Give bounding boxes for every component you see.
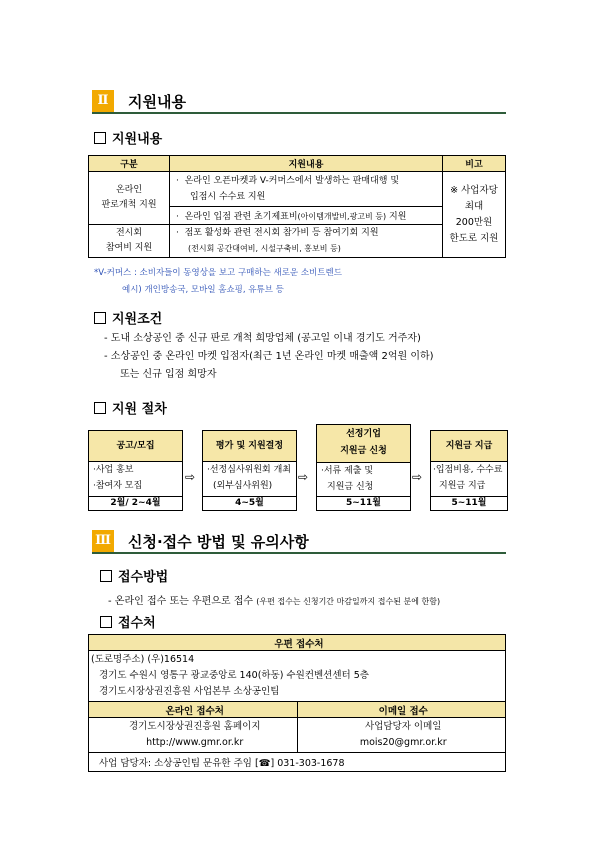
email-link[interactable]: mois20@gmr.or.kr: [359, 737, 447, 748]
condition-1: - 도내 소상공인 중 신규 판로 개척 희망업체 (공고일 이내 경기도 거주자): [104, 333, 421, 344]
table-header: 지원내용: [170, 156, 443, 172]
online-info: 경기도시장상권진흥원 홈페이지 http://www.gmr.or.kr: [89, 718, 298, 753]
checkbox-icon: [100, 570, 112, 582]
condition-3: 또는 신규 입점 희망자: [120, 369, 217, 380]
section-number: Ⅱ: [92, 90, 114, 112]
online-header: 온라인 접수처: [89, 702, 298, 718]
email-info: 사업담당자 이메일 mois20@gmr.or.kr: [297, 718, 506, 753]
row-label-exhibition: 전시회 참여비 지원: [89, 225, 170, 258]
row-content-online-a: · 온라인 오픈마켓과 V-커머스에서 발생하는 판매대행 및 입점시 수수료 지원: [170, 172, 443, 207]
subheading-procedure: 지원 절차: [94, 398, 167, 417]
table-header: 비고: [443, 156, 506, 172]
row-content-exhibition: · 점포 활성화 관련 전시회 참가비 등 참여기회 지원 (전시회 공간대여비, 시설구축비, 홍보비 등): [170, 225, 443, 258]
method-text: - 온라인 접수 또는 우편으로 접수 (우편 접수는 신청기간 마감일까지 접수된 분에 한함): [108, 596, 441, 607]
checkbox-icon: [94, 132, 106, 144]
email-header: 이메일 접수: [297, 702, 506, 718]
reception-table: [88, 634, 506, 772]
subheading-method: 접수방법: [100, 566, 168, 585]
contact-info: 사업 담당자: 소상공인팀 문유한 주임 [☎] 031-303-1678: [89, 753, 506, 772]
table-header: 구분: [89, 156, 170, 172]
post-address: (도로명주소) (우)16514 경기도 수원시 영통구 광교중앙로 140(하동) 수원컨벤션센터 5층 경기도시장상권진흥원 사업본부 소상공인팀: [89, 651, 506, 702]
section-number: Ⅲ: [92, 530, 114, 552]
step-4: 지원금 지급 ·입점비용, 수수료 지원금 지급 5~11월: [430, 430, 508, 511]
arrow-right-icon: ⇨: [185, 470, 196, 484]
checkbox-icon: [94, 402, 106, 414]
section-title: 지원내용: [128, 93, 186, 111]
row-content-online-b: · 온라인 입점 관련 초기제표비(아이템개발비,광고비 등) 지원: [170, 207, 443, 225]
homepage-link[interactable]: http://www.gmr.or.kr: [146, 737, 244, 748]
checkbox-icon: [94, 312, 106, 324]
post-header: 우편 접수처: [89, 635, 506, 651]
subheading-support-content: 지원내용: [94, 128, 162, 147]
condition-2: - 소상공인 중 온라인 마켓 입점자(최근 1년 온라인 마켓 매출액 2억원 이하): [104, 351, 434, 362]
section-title: 신청·접수 방법 및 유의사항: [128, 533, 309, 551]
section-header-3: [92, 530, 506, 554]
step-1: 공고/모집 ·사업 홍보 ·참여자 모집 2월/ 2~4월: [88, 430, 183, 511]
checkbox-icon: [100, 616, 112, 628]
support-table: [88, 155, 506, 258]
section-header-2: [92, 90, 506, 114]
arrow-right-icon: ⇨: [412, 470, 423, 484]
step-2: 평가 및 지원결정 ·선정심사위원회 개최 (외부심사위원) 4~5월: [202, 430, 297, 511]
note-cell: ※ 사업자당 최대 200만원 한도로 지원: [443, 172, 506, 258]
step-3: 선정기업 지원금 신청 ·서류 제출 및 지원금 신청 5~11월: [316, 424, 411, 511]
footnote-example: 예시) 개인방송국, 모바일 홈쇼핑, 유튜브 등: [122, 285, 284, 295]
footnote-vcommerce: *V-커머스 : 소비자들이 동영상을 보고 구매하는 새로운 소비트렌드: [94, 268, 342, 278]
arrow-right-icon: ⇨: [298, 470, 309, 484]
row-label-online: 온라인 판로개척 지원: [89, 172, 170, 225]
subheading-conditions: 지원조건: [94, 308, 162, 327]
subheading-reception: 접수처: [100, 612, 156, 631]
